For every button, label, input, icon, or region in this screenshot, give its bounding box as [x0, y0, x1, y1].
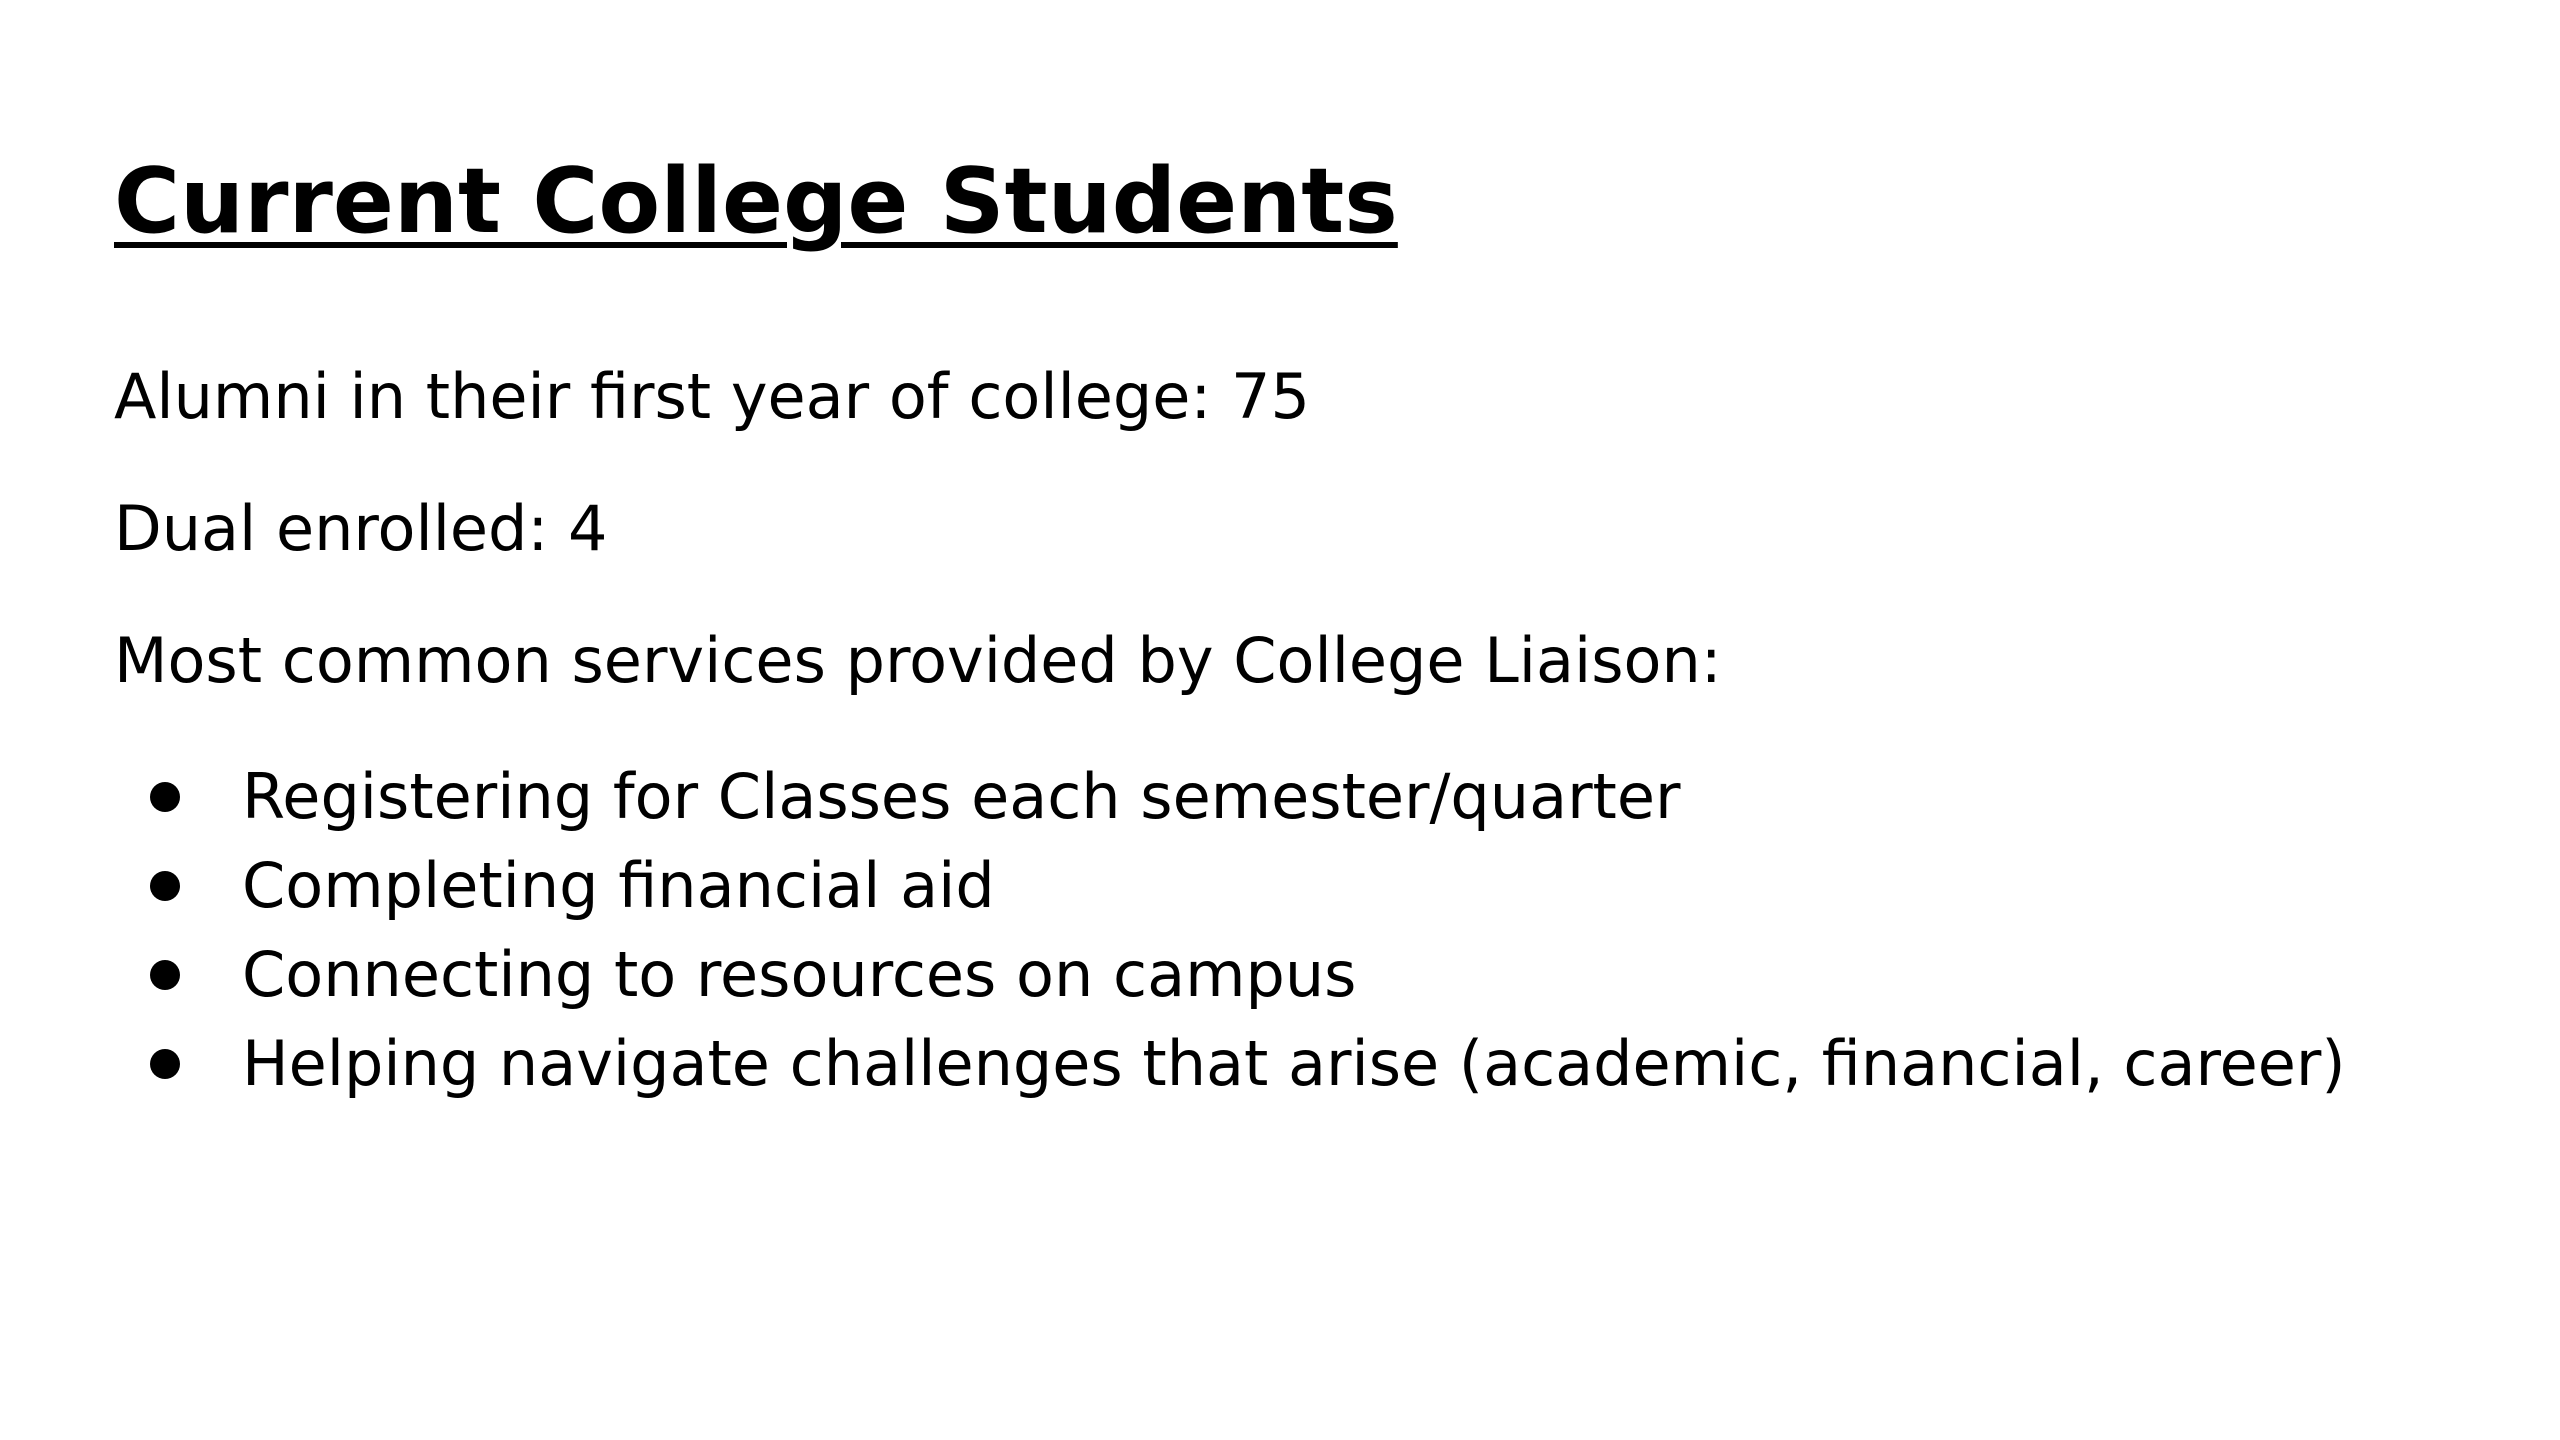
bullet-icon [150, 960, 180, 990]
service-item-challenges [114, 1019, 2346, 1108]
first-year-alumni-count: Alumni in their first year of college: 75 [114, 360, 1310, 433]
slide-title: Current College Students [114, 149, 1398, 254]
services-list [114, 752, 2346, 1108]
service-label: Connecting to resources on campus [242, 938, 1357, 1011]
bullet-icon [150, 1049, 180, 1079]
services-heading: Most common services provided by College Liaison: [114, 624, 1722, 697]
bullet-icon [150, 871, 180, 901]
dual-enrolled-count: Dual enrolled: 4 [114, 492, 608, 565]
service-label: Helping navigate challenges that arise (academic, financial, career) [242, 1027, 2346, 1100]
service-label: Completing financial aid [242, 849, 995, 922]
service-item-registering [114, 752, 2346, 841]
service-label: Registering for Classes each semester/quarter [242, 760, 1681, 833]
bullet-icon [150, 782, 180, 812]
service-item-financial-aid [114, 841, 2346, 930]
service-item-campus-resources [114, 930, 2346, 1019]
